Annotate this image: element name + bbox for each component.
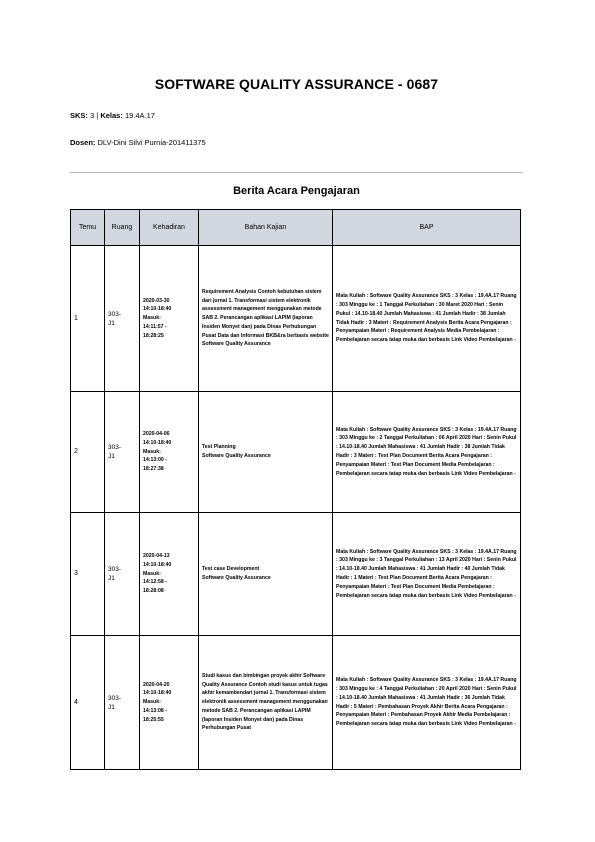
sks-value: 3 <box>90 111 95 120</box>
divider <box>70 172 523 173</box>
cell-bap: Mata Kuliah : Software Quality Assurance SKS : 3 Kelas : 19.4A.17 Ruang : 303 Minggu ke : 4 Tanggal Perkuliahan : 20 April 2020 Hari : Senin Pukul : 14.10-18.40 Jumlah Mahasiswa : 41 Jumlah Hadir : 36 Jumlah Tidak Hadir : 5 Materi : Pembahasan Proyek Akhir Berita Acara Pengajaran : Penyampaian Materi : Pembahasan Proyek Akhir Media Pembelajaran : Pembelajaran secara tatap muka dan berbasis Link Video Pembelajaran - <box>333 636 521 770</box>
kelas-value: 19.4A.17 <box>124 111 155 120</box>
sks-label: SKS: <box>70 111 88 120</box>
section-title: Berita Acara Pengajaran <box>233 185 360 197</box>
header-kehadiran: Kehadiran <box>140 210 199 246</box>
cell-ruang: 303- J1 <box>105 246 140 392</box>
cell-bahan-kajian: Test Planning Software Quality Assurance <box>199 392 333 513</box>
header-bahan-kajian: Bahan Kajian <box>199 210 333 246</box>
header-ruang: Ruang <box>105 210 140 246</box>
lecturer-line <box>70 138 206 147</box>
meta-separator: | <box>96 111 99 120</box>
cell-kehadiran: 2020-04-06 14:10-18:40 Masuk: 14:13:00 - 18:27:38 <box>140 392 199 513</box>
kelas-label: Kelas: <box>100 111 123 120</box>
cell-ruang: 303- J1 <box>105 513 140 636</box>
cell-bap: Mata Kuliah : Software Quality Assurance SKS : 3 Kelas : 19.4A.17 Ruang : 303 Minggu ke : 2 Tanggal Perkuliahan : 06 April 2020 Hari : Senin Pukul : 14.10-18.40 Jumlah Mahasiswa : 41 Jumlah Hadir : 38 Jumlah Tidak Hadir : 3 Materi : Test Plan Document Berita Acara Pengajaran : Penyampaian Materi : Test Plan Document Media Pembelajaran : Pembelajaran secara tatap muka dan berbasis Link Video Pembelajaran - <box>333 392 521 513</box>
cell-bahan-kajian: Requirement Analysis Contoh kebutuhan sistem dari jurnal 1. Transformasi sistem elektronik assessment management menggunakan metode SAB 2. Perancangan aplikasi LAPIM (laporan Insiden Monyet dan) pada Dinas Perhubungan Pusat Data dan Informasi BKB&ra berbasis website Software Quality Assurance <box>199 246 333 392</box>
header-temu: Temu <box>71 210 105 246</box>
cell-temu: 3 <box>71 513 105 636</box>
cell-bap: Mata Kuliah : Software Quality Assurance SKS : 3 Kelas : 19.4A.17 Ruang : 303 Minggu ke : 3 Tanggal Perkuliahan : 13 April 2020 Hari : Senin Pukul : 14.10-18.40 Jumlah Mahasiswa : 41 Jumlah Hadir : 40 Jumlah Tidak Hadir : 1 Materi : Test Plan Document Berita Acara Pengajaran : Penyampaian Materi : Test Plan Document Media Pembelajaran : Pembelajaran secara tatap muka dan berbasis Link Video Pembelajaran - <box>333 513 521 636</box>
document-title: SOFTWARE QUALITY ASSURANCE - 0687 <box>154 76 439 92</box>
cell-temu: 4 <box>71 636 105 770</box>
cell-temu: 2 <box>71 392 105 513</box>
cell-ruang: 303- J1 <box>105 392 140 513</box>
cell-kehadiran: 2020-04-13 14:10-18:40 Masuk: 14:12:58 - 18:28:08 <box>140 513 199 636</box>
table-row <box>71 392 521 513</box>
table-row <box>71 636 521 770</box>
cell-kehadiran: 2020-04-20 14:10-18:40 Masuk: 14:13:08 - 18:25:55 <box>140 636 199 770</box>
cell-kehadiran: 2020-03-30 14:10-18:40 Masuk: 14:11:57 - 18:28:25 <box>140 246 199 392</box>
table-header-row <box>71 210 521 246</box>
dosen-value: DLV-Dini Silvi Purnia-201411375 <box>97 138 206 147</box>
table-row <box>71 513 521 636</box>
cell-ruang: 303- J1 <box>105 636 140 770</box>
course-meta-line <box>70 111 155 120</box>
bap-table <box>70 209 521 770</box>
header-bap: BAP <box>333 210 521 246</box>
cell-temu: 1 <box>71 246 105 392</box>
cell-bahan-kajian: Test case Development Software Quality Assurance <box>199 513 333 636</box>
dosen-label: Dosen: <box>70 138 96 147</box>
table-row <box>71 246 521 392</box>
cell-bahan-kajian: Studi kasus dan bimbingan proyek akhir Software Quality Assurance Contoh studi kasus untuk tugas akhir kemambendari jurnal 1. Transformasi sistem elektronik assessment management menggunakan metode SAB 2. Perancangan aplikasi LAPIM (laporan Insiden Monyet dan) pada Dinas Perhubungan Pusat <box>199 636 333 770</box>
cell-bap: Mata Kuliah : Software Quality Assurance SKS : 3 Kelas : 19.4A.17 Ruang : 303 Minggu ke : 1 Tanggal Perkuliahan : 30 Maret 2020 Hari : Senin Pukul : 14.10-18.40 Jumlah Mahasiswa : 41 Jumlah Hadir : 38 Jumlah Tidak Hadir : 3 Materi : Requirement Analysis Berita Acara Pengajaran : Penyampaian Materi : Requirement Analysis Media Pembelajaran : Pembelajaran secara tatap muka dan berbasis Link Video Pembelajaran - <box>333 246 521 392</box>
